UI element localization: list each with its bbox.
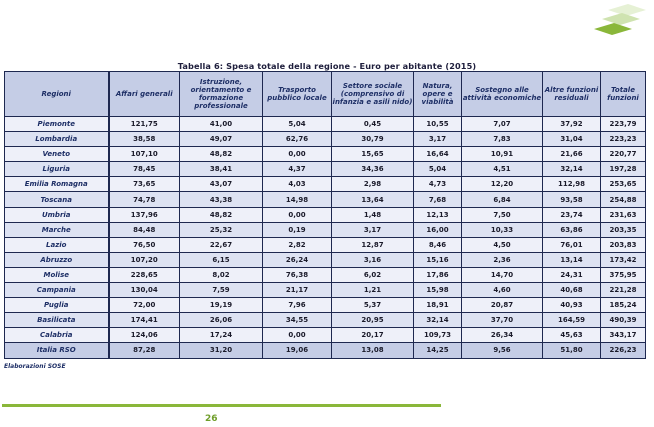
value-cell: 87,28 bbox=[109, 343, 180, 358]
value-cell: 12,20 bbox=[462, 177, 543, 192]
value-cell: 43,38 bbox=[180, 192, 263, 207]
table-row bbox=[5, 328, 646, 343]
value-cell: 73,65 bbox=[109, 177, 180, 192]
value-cell: 14,25 bbox=[414, 343, 462, 358]
value-cell: 10,91 bbox=[462, 147, 543, 162]
value-cell: 37,70 bbox=[462, 313, 543, 328]
value-cell: 31,20 bbox=[180, 343, 263, 358]
value-cell: 4,50 bbox=[462, 237, 543, 252]
value-cell: 107,10 bbox=[109, 147, 180, 162]
value-cell: 112,98 bbox=[543, 177, 601, 192]
region-name-cell: Lazio bbox=[5, 237, 109, 252]
value-cell: 32,14 bbox=[543, 162, 601, 177]
value-cell: 6,84 bbox=[462, 192, 543, 207]
value-cell: 5,04 bbox=[263, 117, 332, 132]
region-name-cell: Piemonte bbox=[5, 117, 109, 132]
value-cell: 4,51 bbox=[462, 162, 543, 177]
region-name-cell: Lombardia bbox=[5, 132, 109, 147]
value-cell: 76,50 bbox=[109, 237, 180, 252]
value-cell: 15,65 bbox=[332, 147, 414, 162]
value-cell: 38,58 bbox=[109, 132, 180, 147]
region-name-cell: Basilicata bbox=[5, 313, 109, 328]
table-row bbox=[5, 313, 646, 328]
value-cell: 375,95 bbox=[601, 267, 646, 282]
value-cell: 37,92 bbox=[543, 117, 601, 132]
stacked-squares-logo-icon bbox=[592, 4, 648, 40]
col-header-settore-sociale: Settore sociale (comprensivo di infanzia e asili nido) bbox=[332, 72, 414, 117]
value-cell: 185,24 bbox=[601, 298, 646, 313]
value-cell: 0,00 bbox=[263, 328, 332, 343]
region-name-cell: Veneto bbox=[5, 147, 109, 162]
value-cell: 220,77 bbox=[601, 147, 646, 162]
value-cell: 1,48 bbox=[332, 207, 414, 222]
value-cell: 17,86 bbox=[414, 267, 462, 282]
region-name-cell: Marche bbox=[5, 222, 109, 237]
table-row bbox=[5, 192, 646, 207]
value-cell: 3,17 bbox=[332, 222, 414, 237]
table-row bbox=[5, 298, 646, 313]
value-cell: 40,68 bbox=[543, 283, 601, 298]
col-header-istruzione: Istruzione, orientamento e formazione professionale bbox=[180, 72, 263, 117]
value-cell: 15,98 bbox=[414, 283, 462, 298]
region-name-cell: Molise bbox=[5, 267, 109, 282]
value-cell: 22,67 bbox=[180, 237, 263, 252]
value-cell: 49,07 bbox=[180, 132, 263, 147]
source-note: Elaborazioni SOSE bbox=[4, 363, 66, 370]
value-cell: 7,59 bbox=[180, 283, 263, 298]
value-cell: 62,76 bbox=[263, 132, 332, 147]
region-name-cell: Emilia Romagna bbox=[5, 177, 109, 192]
value-cell: 25,32 bbox=[180, 222, 263, 237]
value-cell: 231,63 bbox=[601, 207, 646, 222]
table-row bbox=[5, 283, 646, 298]
value-cell: 26,34 bbox=[462, 328, 543, 343]
table-row bbox=[5, 147, 646, 162]
value-cell: 34,36 bbox=[332, 162, 414, 177]
region-name-cell: Toscana bbox=[5, 192, 109, 207]
value-cell: 21,17 bbox=[263, 283, 332, 298]
value-cell: 226,23 bbox=[601, 343, 646, 358]
value-cell: 48,82 bbox=[180, 147, 263, 162]
value-cell: 20,87 bbox=[462, 298, 543, 313]
region-name-cell: Umbria bbox=[5, 207, 109, 222]
value-cell: 5,04 bbox=[414, 162, 462, 177]
value-cell: 173,42 bbox=[601, 252, 646, 267]
total-row bbox=[5, 343, 646, 358]
region-name-cell: Puglia bbox=[5, 298, 109, 313]
value-cell: 7,96 bbox=[263, 298, 332, 313]
value-cell: 124,06 bbox=[109, 328, 180, 343]
value-cell: 6,15 bbox=[180, 252, 263, 267]
value-cell: 13,64 bbox=[332, 192, 414, 207]
region-name-cell: Calabria bbox=[5, 328, 109, 343]
col-header-totale: Totale funzioni bbox=[601, 72, 646, 117]
col-header-trasporto: Trasporto pubblico locale bbox=[263, 72, 332, 117]
value-cell: 12,13 bbox=[414, 207, 462, 222]
table-row bbox=[5, 207, 646, 222]
value-cell: 7,68 bbox=[414, 192, 462, 207]
value-cell: 45,63 bbox=[543, 328, 601, 343]
table-row bbox=[5, 132, 646, 147]
value-cell: 19,19 bbox=[180, 298, 263, 313]
value-cell: 4,03 bbox=[263, 177, 332, 192]
value-cell: 174,41 bbox=[109, 313, 180, 328]
region-name-cell: Abruzzo bbox=[5, 252, 109, 267]
value-cell: 48,82 bbox=[180, 207, 263, 222]
value-cell: 203,35 bbox=[601, 222, 646, 237]
table-row bbox=[5, 237, 646, 252]
value-cell: 5,37 bbox=[332, 298, 414, 313]
value-cell: 31,04 bbox=[543, 132, 601, 147]
col-header-natura: Natura, opere e viabilità bbox=[414, 72, 462, 117]
table-row bbox=[5, 117, 646, 132]
value-cell: 109,73 bbox=[414, 328, 462, 343]
value-cell: 8,02 bbox=[180, 267, 263, 282]
value-cell: 203,83 bbox=[601, 237, 646, 252]
value-cell: 121,75 bbox=[109, 117, 180, 132]
value-cell: 0,00 bbox=[263, 207, 332, 222]
footer-divider bbox=[2, 404, 441, 407]
value-cell: 18,91 bbox=[414, 298, 462, 313]
value-cell: 7,07 bbox=[462, 117, 543, 132]
value-cell: 197,28 bbox=[601, 162, 646, 177]
value-cell: 43,07 bbox=[180, 177, 263, 192]
value-cell: 10,55 bbox=[414, 117, 462, 132]
col-header-affari-generali: Affari generali bbox=[109, 72, 180, 117]
value-cell: 19,06 bbox=[263, 343, 332, 358]
value-cell: 7,83 bbox=[462, 132, 543, 147]
col-header-altre-funzioni: Altre funzioni residuali bbox=[543, 72, 601, 117]
value-cell: 26,06 bbox=[180, 313, 263, 328]
value-cell: 34,55 bbox=[263, 313, 332, 328]
value-cell: 254,88 bbox=[601, 192, 646, 207]
value-cell: 20,95 bbox=[332, 313, 414, 328]
value-cell: 0,19 bbox=[263, 222, 332, 237]
header-row bbox=[5, 72, 646, 117]
value-cell: 107,20 bbox=[109, 252, 180, 267]
value-cell: 228,65 bbox=[109, 267, 180, 282]
value-cell: 40,93 bbox=[543, 298, 601, 313]
value-cell: 15,16 bbox=[414, 252, 462, 267]
value-cell: 24,31 bbox=[543, 267, 601, 282]
value-cell: 51,80 bbox=[543, 343, 601, 358]
value-cell: 164,59 bbox=[543, 313, 601, 328]
value-cell: 93,58 bbox=[543, 192, 601, 207]
col-header-regioni: Regioni bbox=[5, 72, 109, 117]
value-cell: 26,24 bbox=[263, 252, 332, 267]
value-cell: 17,24 bbox=[180, 328, 263, 343]
value-cell: 0,45 bbox=[332, 117, 414, 132]
value-cell: 3,16 bbox=[332, 252, 414, 267]
value-cell: 1,21 bbox=[332, 283, 414, 298]
value-cell: 20,17 bbox=[332, 328, 414, 343]
value-cell: 23,74 bbox=[543, 207, 601, 222]
value-cell: 38,41 bbox=[180, 162, 263, 177]
value-cell: 14,70 bbox=[462, 267, 543, 282]
region-name-cell: Italia RSO bbox=[5, 343, 109, 358]
value-cell: 137,96 bbox=[109, 207, 180, 222]
page-number: 26 bbox=[205, 414, 218, 424]
value-cell: 2,98 bbox=[332, 177, 414, 192]
value-cell: 13,14 bbox=[543, 252, 601, 267]
value-cell: 490,39 bbox=[601, 313, 646, 328]
table-row bbox=[5, 267, 646, 282]
value-cell: 78,45 bbox=[109, 162, 180, 177]
value-cell: 253,65 bbox=[601, 177, 646, 192]
value-cell: 2,36 bbox=[462, 252, 543, 267]
value-cell: 7,50 bbox=[462, 207, 543, 222]
value-cell: 6,02 bbox=[332, 267, 414, 282]
value-cell: 21,66 bbox=[543, 147, 601, 162]
value-cell: 3,17 bbox=[414, 132, 462, 147]
table-title: Tabella 6: Spesa totale della regione - Euro per abitante (2015) bbox=[177, 61, 477, 71]
value-cell: 9,56 bbox=[462, 343, 543, 358]
value-cell: 14,98 bbox=[263, 192, 332, 207]
value-cell: 63,86 bbox=[543, 222, 601, 237]
table-row bbox=[5, 222, 646, 237]
table-row bbox=[5, 162, 646, 177]
value-cell: 30,79 bbox=[332, 132, 414, 147]
value-cell: 72,00 bbox=[109, 298, 180, 313]
value-cell: 76,38 bbox=[263, 267, 332, 282]
region-name-cell: Liguria bbox=[5, 162, 109, 177]
value-cell: 16,64 bbox=[414, 147, 462, 162]
col-header-sostegno: Sostegno alle attività economiche bbox=[462, 72, 543, 117]
value-cell: 221,28 bbox=[601, 283, 646, 298]
value-cell: 8,46 bbox=[414, 237, 462, 252]
value-cell: 4,73 bbox=[414, 177, 462, 192]
value-cell: 12,87 bbox=[332, 237, 414, 252]
value-cell: 16,00 bbox=[414, 222, 462, 237]
value-cell: 223,79 bbox=[601, 117, 646, 132]
value-cell: 10,33 bbox=[462, 222, 543, 237]
value-cell: 74,78 bbox=[109, 192, 180, 207]
table-row bbox=[5, 177, 646, 192]
value-cell: 4,37 bbox=[263, 162, 332, 177]
value-cell: 41,00 bbox=[180, 117, 263, 132]
value-cell: 343,17 bbox=[601, 328, 646, 343]
value-cell: 76,01 bbox=[543, 237, 601, 252]
region-name-cell: Campania bbox=[5, 283, 109, 298]
spending-table bbox=[4, 71, 646, 359]
value-cell: 32,14 bbox=[414, 313, 462, 328]
value-cell: 130,04 bbox=[109, 283, 180, 298]
value-cell: 2,82 bbox=[263, 237, 332, 252]
table-body bbox=[5, 117, 646, 359]
value-cell: 0,00 bbox=[263, 147, 332, 162]
value-cell: 4,60 bbox=[462, 283, 543, 298]
value-cell: 84,48 bbox=[109, 222, 180, 237]
value-cell: 13,08 bbox=[332, 343, 414, 358]
value-cell: 223,23 bbox=[601, 132, 646, 147]
table-row bbox=[5, 252, 646, 267]
